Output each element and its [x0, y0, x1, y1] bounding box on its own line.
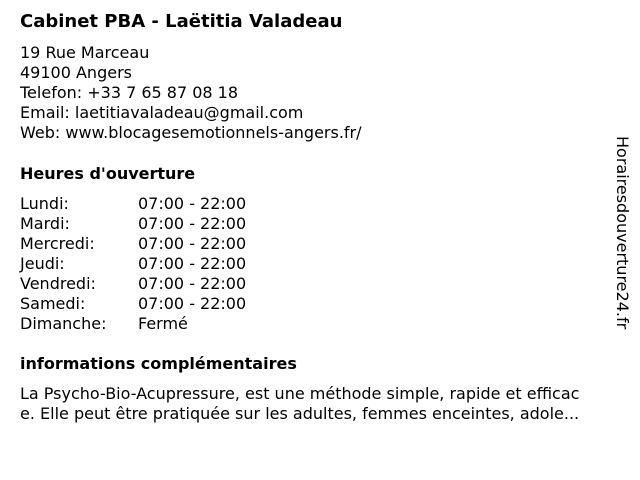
hours-time: 07:00 - 22:00: [138, 254, 247, 273]
email-address: Email: laetitiavaladeau@gmail.com: [20, 103, 304, 122]
hours-time: 07:00 - 22:00: [138, 234, 247, 253]
opening-hours-heading: Heures d'ouverture: [20, 164, 196, 183]
hours-row-mercredi: [20, 234, 246, 254]
phone-number: Telefon: +33 7 65 87 08 18: [20, 83, 239, 102]
website-url: Web: www.blocagesemotionnels-angers.fr/: [20, 123, 362, 142]
hours-time: 07:00 - 22:00: [138, 214, 247, 233]
address-city: 49100 Angers: [20, 63, 132, 82]
hours-row-dimanche: [20, 314, 246, 334]
info-text-line: e. Elle peut être pratiquée sur les adultes, femmes enceintes, adole...: [20, 404, 580, 423]
hours-time: 07:00 - 22:00: [138, 274, 247, 293]
additional-info-text: [20, 384, 632, 424]
hours-time: Fermé: [138, 314, 188, 333]
hours-day: Samedi:: [20, 294, 86, 313]
hours-day: Lundi:: [20, 194, 69, 213]
additional-info-heading: informations complémentaires: [20, 354, 297, 373]
hours-time: 07:00 - 22:00: [138, 294, 247, 313]
hours-row-lundi: [20, 194, 246, 214]
page-title: Cabinet PBA - Laëtitia Valadeau: [20, 11, 343, 32]
hours-row-samedi: [20, 294, 246, 314]
hours-day: Jeudi:: [20, 254, 65, 273]
hours-day: Vendredi:: [20, 274, 96, 293]
site-watermark: Horairesdouverture24.fr: [613, 136, 632, 330]
hours-row-jeudi: [20, 254, 246, 274]
opening-hours-list: [20, 194, 246, 334]
hours-day: Mercredi:: [20, 234, 95, 253]
address-street: 19 Rue Marceau: [20, 43, 150, 62]
contact-block: [20, 43, 362, 143]
hours-row-mardi: [20, 214, 246, 234]
hours-day: Mardi:: [20, 214, 70, 233]
info-text-line: La Psycho-Bio-Acupressure, est une méthode simple, rapide et efficac: [20, 384, 580, 403]
hours-row-vendredi: [20, 274, 246, 294]
hours-day: Dimanche:: [20, 314, 107, 333]
hours-time: 07:00 - 22:00: [138, 194, 247, 213]
